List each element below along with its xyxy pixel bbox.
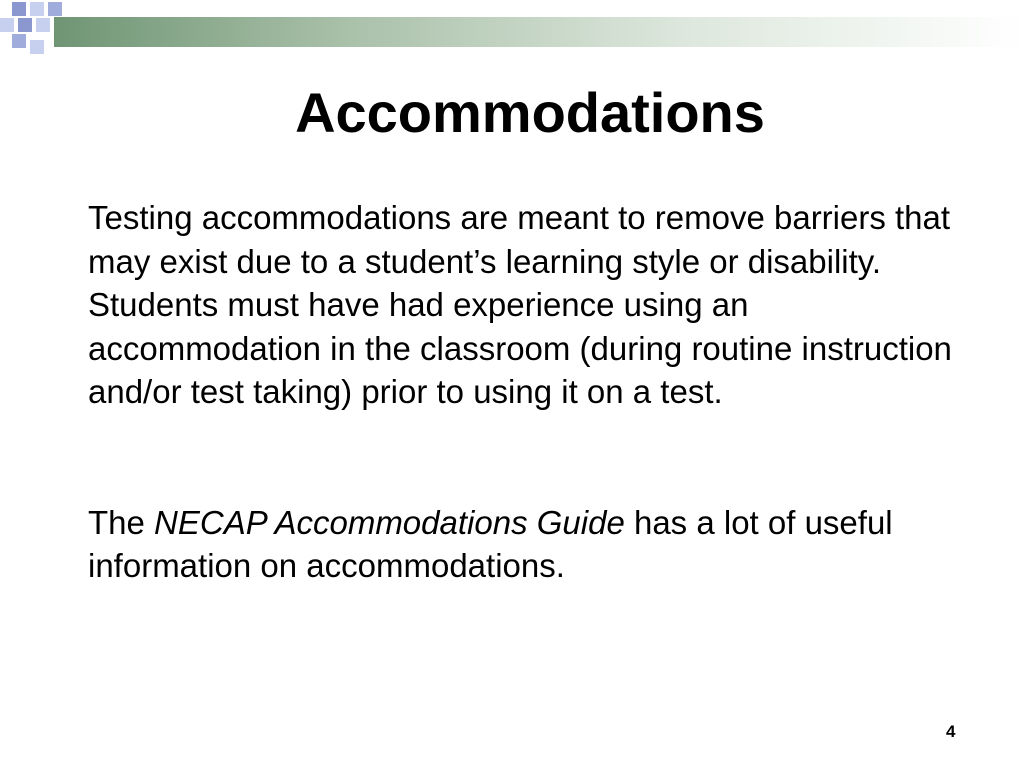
decor-square xyxy=(30,40,44,54)
page-number: 4 xyxy=(946,722,956,741)
guide-suffix: has a lot of useful information on accommodations. xyxy=(88,503,893,584)
body-paragraph-guide xyxy=(88,501,978,588)
decor-square xyxy=(12,2,26,16)
decor-square xyxy=(18,18,32,32)
body-paragraph: Testing accommodations are meant to remove barriers that may exist due to a student’s learning style or disability. Students must have had experience using an accommodation in the classroom (during routine instruction and/or test taking) prior to using it on a test. xyxy=(88,199,952,410)
decor-square xyxy=(12,34,26,48)
header-gradient-bar xyxy=(54,17,1024,47)
decor-square xyxy=(30,2,44,16)
slide-body xyxy=(88,196,978,588)
guide-title: NECAP Accommodations Guide xyxy=(154,503,625,541)
slide-title: Accommodations xyxy=(295,81,765,144)
decor-square xyxy=(36,18,50,32)
decor-square xyxy=(48,2,62,16)
guide-prefix: The xyxy=(88,503,155,541)
decor-square xyxy=(0,18,14,32)
